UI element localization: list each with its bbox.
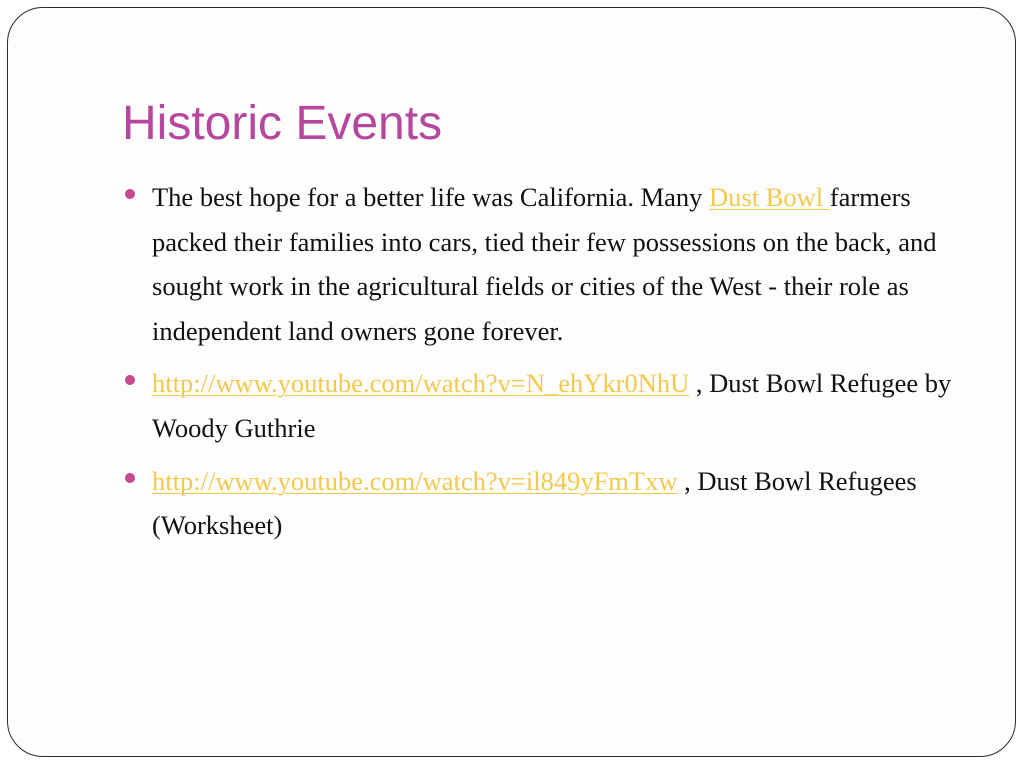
bullet-text: , Dust Bowl Refugee by Woody Guthrie bbox=[152, 368, 952, 443]
bullet-text: The best hope for a better life was California. Many bbox=[152, 182, 710, 212]
slide-frame bbox=[7, 7, 1016, 757]
bullet-text: , Dust Bowl Refugees (Worksheet) bbox=[152, 465, 917, 541]
slide-title: Historic Events bbox=[122, 97, 443, 150]
bullet-dot-icon bbox=[125, 189, 135, 199]
youtube-link-guthrie[interactable]: http://www.youtube.com/watch?v=N_ehYkr0NhU bbox=[152, 368, 690, 399]
youtube-link-worksheet[interactable]: http://www.youtube.com/watch?v=il849yFmTxw bbox=[152, 465, 678, 496]
bullet-dot-icon bbox=[125, 375, 135, 385]
bullet-item-video-worksheet bbox=[152, 459, 967, 548]
bullet-item-california bbox=[152, 175, 967, 353]
bullet-dot-icon bbox=[125, 473, 135, 483]
dust-bowl-link[interactable]: Dust Bowl bbox=[709, 182, 830, 212]
bullet-list bbox=[152, 175, 967, 556]
bullet-text: farmers packed their families into cars, tied their few possessions on the back, and sought work in the agricultural fields or cities of the West - their role as independent land owners gone forever. bbox=[152, 182, 937, 346]
bullet-item-video-guthrie bbox=[152, 361, 967, 450]
